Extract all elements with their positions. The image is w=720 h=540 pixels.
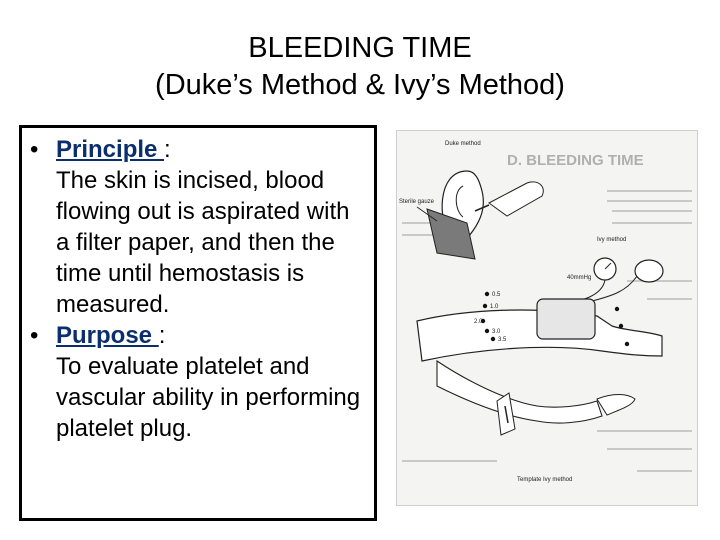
bullet-purpose <box>30 320 366 351</box>
principle-heading: Principle <box>56 136 165 163</box>
slide-title <box>0 30 720 104</box>
principle-colon: : <box>164 136 171 163</box>
illustration-svg <box>397 131 697 505</box>
time-label: 0.5 <box>492 292 501 298</box>
bleeding-time-illustration <box>396 130 698 506</box>
purpose-text: To evaluate platelet and vascular ability in performing platelet plug. <box>56 353 361 442</box>
duke-hand <box>489 182 543 216</box>
ivy-label: Ivy method <box>597 237 627 243</box>
time-label: 3.0 <box>492 329 501 335</box>
time-label: 3.5 <box>498 337 507 343</box>
template-label: Template Ivy method <box>517 477 573 483</box>
mmhg-label: 40mmHg <box>567 275 592 281</box>
content-box <box>19 125 377 521</box>
duke-label: Duke method <box>445 141 481 147</box>
bullet-dot: • <box>30 136 39 163</box>
forearm-shape <box>437 361 602 423</box>
sterile-label: Sterile gauze <box>399 199 435 205</box>
bullet-dot: • <box>30 322 39 349</box>
title-line-2: (Duke’s Method & Ivy’s Method) <box>155 69 565 101</box>
principle-text: The skin is incised, blood flowing out is aspirated with a filter paper, and then the time until hemostasis is measured. <box>56 167 350 318</box>
inflation-bulb <box>635 260 663 282</box>
time-label: 1.0 <box>490 304 499 310</box>
time-label: 2.0 <box>474 319 483 325</box>
purpose-colon: : <box>158 322 166 349</box>
bulb-tube <box>592 276 637 301</box>
title-line-1: BLEEDING TIME <box>248 32 472 64</box>
hand-shape <box>597 395 635 416</box>
purpose-heading: Purpose <box>56 322 159 349</box>
bp-cuff <box>537 299 595 339</box>
page-heading: D. BLEEDING TIME <box>507 152 644 169</box>
bullet-principle <box>30 134 366 165</box>
